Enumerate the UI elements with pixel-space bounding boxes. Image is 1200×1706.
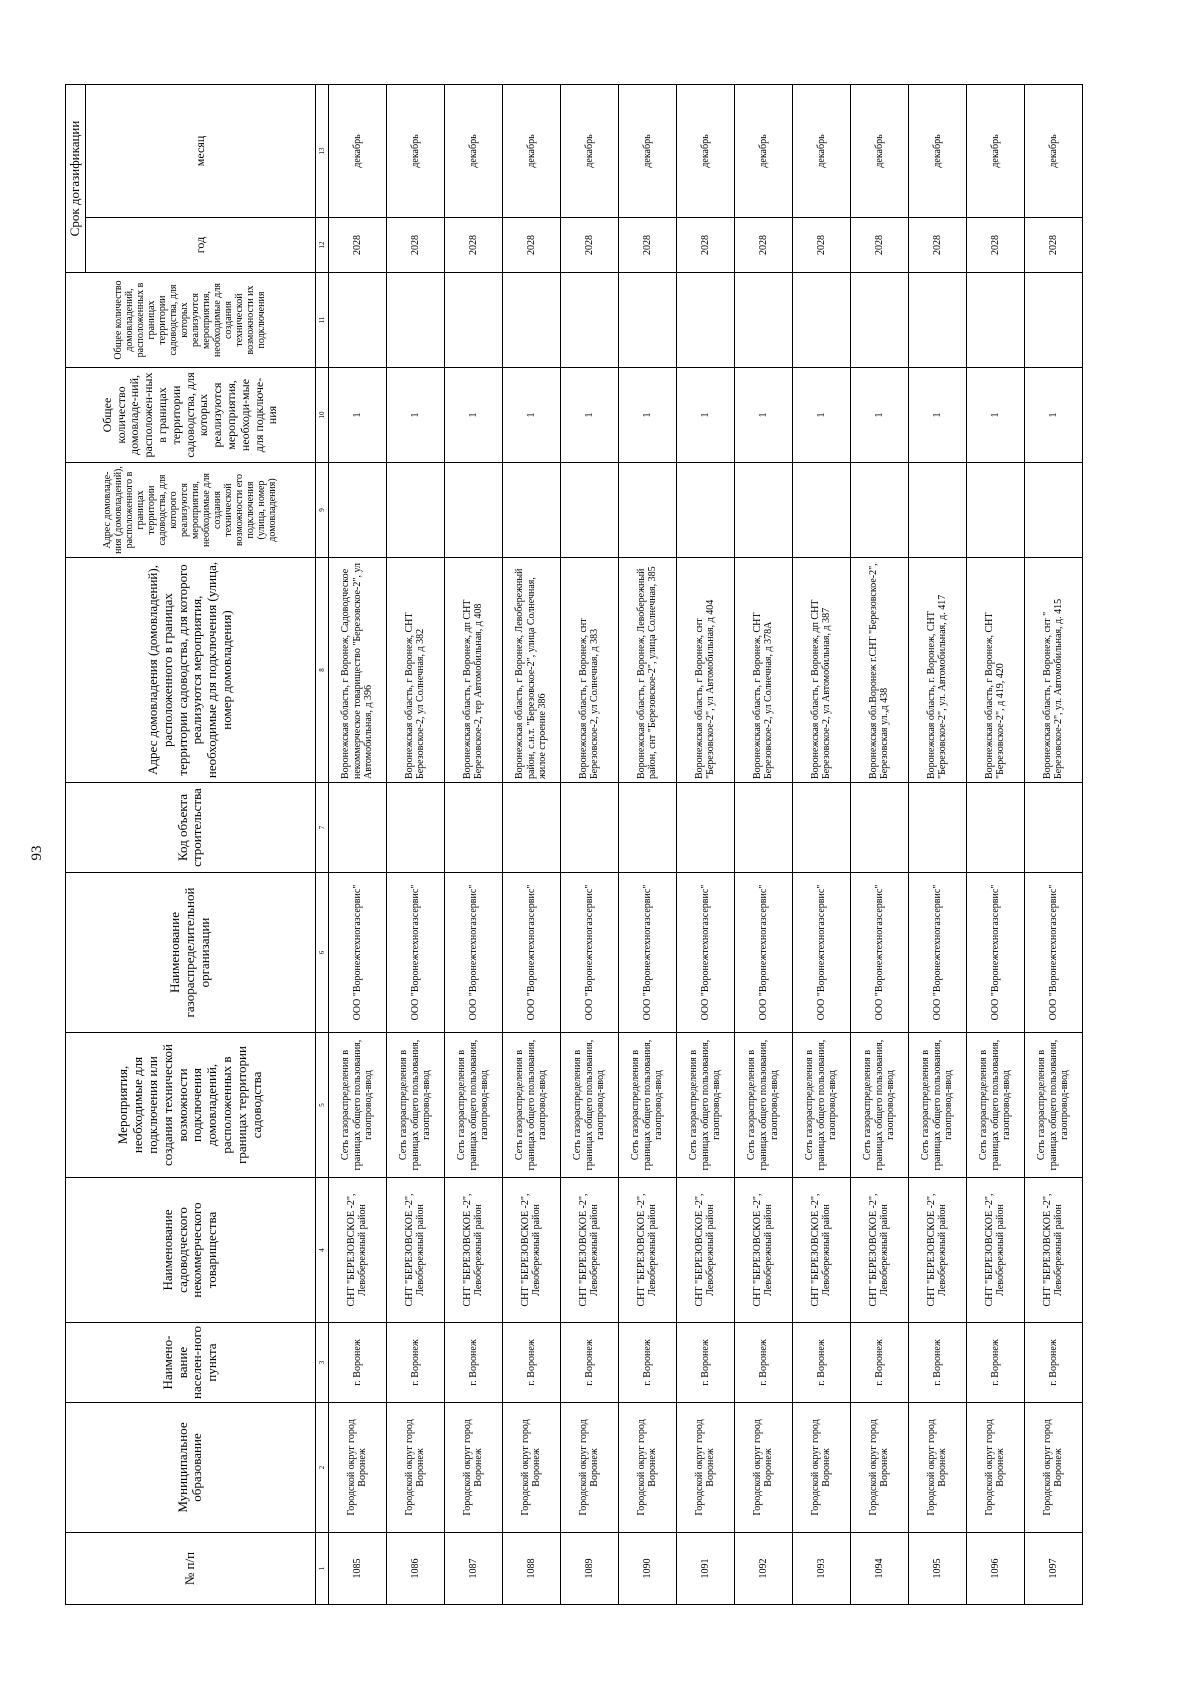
address-tech-cell (1024, 463, 1082, 558)
address-tech-cell (502, 463, 560, 558)
year-cell: 2028 (908, 218, 966, 273)
total-connect-cell: 1 (966, 368, 1024, 463)
municipality-cell: Городской округ город Воронеж (908, 1403, 966, 1533)
row-number: 1086 (386, 1533, 444, 1605)
column-number: 6 (315, 873, 328, 1033)
row-number: 1096 (966, 1533, 1024, 1605)
header-total-tech: Общее количество домовладений, расположенных в границах территории садоводства, для которых реализуются мероприятия, необходимые для создания технической возможности их подключения (66, 273, 316, 368)
municipality-cell: Городской округ город Воронеж (676, 1403, 734, 1533)
address-tech-cell (676, 463, 734, 558)
row-number: 1085 (328, 1533, 386, 1605)
gas-org-cell: ООО "Воронежтехногазсервис" (792, 873, 850, 1033)
partnership-cell: СНТ "БЕРЕЗОВСКОЕ -2", Левобережный район (850, 1178, 908, 1323)
address-cell: Воронежская область, г Воронеж, Левобережный район, снт "Березовское-2", улица Солнечная, 385 (618, 558, 676, 783)
total-connect-cell: 1 (792, 368, 850, 463)
address-tech-cell (792, 463, 850, 558)
measures-cell: Сеть газораспределения в границах общего пользования, газопровод-ввод (328, 1033, 386, 1178)
total-connect-cell: 1 (850, 368, 908, 463)
address-tech-cell (966, 463, 1024, 558)
header-total-connect: Общее количество домовладе-ний, расположен-ных в границах территории садоводства, для которых реализуются мероприятия, необходи-мые для подключе-ния (66, 368, 316, 463)
row-number: 1089 (560, 1533, 618, 1605)
code-cell (734, 783, 792, 873)
code-cell (502, 783, 560, 873)
settlement-cell: г. Воронеж (618, 1323, 676, 1403)
header-code: Код объекта строительства (66, 783, 316, 873)
municipality-cell: Городской округ город Воронеж (502, 1403, 560, 1533)
column-number: 13 (315, 85, 328, 218)
total-connect-cell: 1 (560, 368, 618, 463)
partnership-cell: СНТ "БЕРЕЗОВСКОЕ -2", Левобережный район (792, 1178, 850, 1323)
settlement-cell: г. Воронеж (792, 1323, 850, 1403)
column-number: 12 (315, 218, 328, 273)
measures-cell: Сеть газораспределения в границах общего пользования, газопровод-ввод (908, 1033, 966, 1178)
total-connect-cell: 1 (386, 368, 444, 463)
table-row (1024, 85, 1082, 1605)
code-cell (908, 783, 966, 873)
measures-cell: Сеть газораспределения в границах общего пользования, газопровод-ввод (734, 1033, 792, 1178)
address-tech-cell (444, 463, 502, 558)
table-row (618, 85, 676, 1605)
rotated-table-container (65, 85, 1165, 1605)
year-cell: 2028 (966, 218, 1024, 273)
gas-org-cell: ООО "Воронежтехногазсервис" (734, 873, 792, 1033)
month-cell: декабрь (966, 85, 1024, 218)
settlement-cell: г. Воронеж (328, 1323, 386, 1403)
header-gas-org: Наименование газораспределительной организации (66, 873, 316, 1033)
page-number: 93 (29, 845, 45, 861)
table-row (908, 85, 966, 1605)
municipality-cell: Городской округ город Воронеж (966, 1403, 1024, 1533)
row-number: 1097 (1024, 1533, 1082, 1605)
municipality-cell: Городской округ город Воронеж (850, 1403, 908, 1533)
total-tech-cell (444, 273, 502, 368)
measures-cell: Сеть газораспределения в границах общего пользования, газопровод-ввод (444, 1033, 502, 1178)
header-partnership: Наименование садоводческого некоммерческого товарищества (66, 1178, 316, 1323)
header-deadline: Срок догазификации (66, 85, 86, 273)
municipality-cell: Городской округ город Воронеж (618, 1403, 676, 1533)
gas-org-cell: ООО "Воронежтехногазсервис" (850, 873, 908, 1033)
row-number: 1090 (618, 1533, 676, 1605)
row-number: 1087 (444, 1533, 502, 1605)
row-number: 1091 (676, 1533, 734, 1605)
settlement-cell: г. Воронеж (734, 1323, 792, 1403)
address-tech-cell (560, 463, 618, 558)
year-cell: 2028 (792, 218, 850, 273)
settlement-cell: г. Воронеж (444, 1323, 502, 1403)
municipality-cell: Городской округ город Воронеж (386, 1403, 444, 1533)
header-row (66, 85, 86, 1605)
address-cell: Воронежская область, г Воронеж, СНТ "Березовское-2", д 419, 420 (966, 558, 1024, 783)
address-cell: Воронежская обл.Воронеж г.СНТ "Березовское-2", Березовская ул.,д 438 (850, 558, 908, 783)
measures-cell: Сеть газораспределения в границах общего пользования, газопровод-ввод (618, 1033, 676, 1178)
municipality-cell: Городской округ город Воронеж (444, 1403, 502, 1533)
settlement-cell: г. Воронеж (560, 1323, 618, 1403)
year-cell: 2028 (502, 218, 560, 273)
address-tech-cell (908, 463, 966, 558)
address-cell: Воронежская область, г Воронеж, снт Березовское-2, ул Солнечная, д 383 (560, 558, 618, 783)
header-address: Адрес домовладения (домовладений), расположенного в границах территории садоводства, для которого реализуются мероприятия, необходимые для подключения (улица, номер домовладения) (66, 558, 316, 783)
gas-org-cell: ООО "Воронежтехногазсервис" (560, 873, 618, 1033)
column-number: 2 (315, 1403, 328, 1533)
header-no: № п/п (66, 1533, 316, 1605)
municipality-cell: Городской округ город Воронеж (328, 1403, 386, 1533)
settlement-cell: г. Воронеж (850, 1323, 908, 1403)
table-row (966, 85, 1024, 1605)
measures-cell: Сеть газораспределения в границах общего пользования, газопровод-ввод (792, 1033, 850, 1178)
month-cell: декабрь (792, 85, 850, 218)
column-number: 11 (315, 273, 328, 368)
measures-cell: Сеть газораспределения в границах общего пользования, газопровод-ввод (502, 1033, 560, 1178)
total-tech-cell (850, 273, 908, 368)
year-cell: 2028 (328, 218, 386, 273)
measures-cell: Сеть газораспределения в границах общего пользования, газопровод-ввод (386, 1033, 444, 1178)
column-number-row (315, 85, 328, 1605)
year-cell: 2028 (676, 218, 734, 273)
total-tech-cell (734, 273, 792, 368)
column-number: 9 (315, 463, 328, 558)
total-tech-cell (502, 273, 560, 368)
month-cell: декабрь (386, 85, 444, 218)
year-cell: 2028 (734, 218, 792, 273)
table-row (560, 85, 618, 1605)
total-tech-cell (676, 273, 734, 368)
measures-cell: Сеть газораспределения в границах общего пользования, газопровод-ввод (1024, 1033, 1082, 1178)
total-tech-cell (792, 273, 850, 368)
partnership-cell: СНТ "БЕРЕЗОВСКОЕ -2", Левобережный район (502, 1178, 560, 1323)
year-cell: 2028 (850, 218, 908, 273)
total-connect-cell: 1 (734, 368, 792, 463)
header-settlement: Наимено-вание населен-ного пункта (66, 1323, 316, 1403)
partnership-cell: СНТ "БЕРЕЗОВСКОЕ -2", Левобережный район (1024, 1178, 1082, 1323)
header-municipality: Муниципальное образование (66, 1403, 316, 1533)
table-body (328, 85, 1082, 1605)
settlement-cell: г. Воронеж (676, 1323, 734, 1403)
table-row (792, 85, 850, 1605)
month-cell: декабрь (328, 85, 386, 218)
code-cell (676, 783, 734, 873)
address-cell: Воронежская область, г Воронеж, снт " Березовское-2", ул. Автомобильная, д. 415 (1024, 558, 1082, 783)
row-number: 1088 (502, 1533, 560, 1605)
month-cell: декабрь (734, 85, 792, 218)
total-connect-cell: 1 (1024, 368, 1082, 463)
table-row (502, 85, 560, 1605)
table-row (676, 85, 734, 1605)
address-tech-cell (386, 463, 444, 558)
measures-cell: Сеть газораспределения в границах общего пользования, газопровод-ввод (676, 1033, 734, 1178)
total-connect-cell: 1 (444, 368, 502, 463)
partnership-cell: СНТ "БЕРЕЗОВСКОЕ -2", Левобережный район (444, 1178, 502, 1323)
column-number: 10 (315, 368, 328, 463)
address-cell: Воронежская область, г Воронеж, дп СНТ Березовское-2, тер Автомобильная, д 408 (444, 558, 502, 783)
partnership-cell: СНТ "БЕРЕЗОВСКОЕ -2", Левобережный район (908, 1178, 966, 1323)
partnership-cell: СНТ "БЕРЕЗОВСКОЕ -2", Левобережный район (560, 1178, 618, 1323)
month-cell: декабрь (444, 85, 502, 218)
code-cell (792, 783, 850, 873)
address-tech-cell (734, 463, 792, 558)
gas-org-cell: ООО "Воронежтехногазсервис" (1024, 873, 1082, 1033)
column-number: 8 (315, 558, 328, 783)
total-connect-cell: 1 (502, 368, 560, 463)
total-tech-cell (908, 273, 966, 368)
column-number: 5 (315, 1033, 328, 1178)
address-cell: Воронежская область, г Воронеж, Левобережный район, с.н.т. "Березовское-2", улица Солнечная, жилое строение 386 (502, 558, 560, 783)
gas-org-cell: ООО "Воронежтехногазсервис" (966, 873, 1024, 1033)
gas-org-cell: ООО "Воронежтехногазсервис" (676, 873, 734, 1033)
column-number: 4 (315, 1178, 328, 1323)
header-year: год (85, 218, 315, 273)
month-cell: декабрь (618, 85, 676, 218)
table-row (386, 85, 444, 1605)
month-cell: декабрь (850, 85, 908, 218)
gas-org-cell: ООО "Воронежтехногазсервис" (618, 873, 676, 1033)
code-cell (1024, 783, 1082, 873)
row-number: 1092 (734, 1533, 792, 1605)
code-cell (966, 783, 1024, 873)
partnership-cell: СНТ "БЕРЕЗОВСКОЕ -2", Левобережный район (966, 1178, 1024, 1323)
address-cell: Воронежская область, г Воронеж, снт "Березовское-2", ул Автомобильная, д 404 (676, 558, 734, 783)
partnership-cell: СНТ "БЕРЕЗОВСКОЕ -2", Левобережный район (676, 1178, 734, 1323)
address-tech-cell (850, 463, 908, 558)
column-number: 7 (315, 783, 328, 873)
partnership-cell: СНТ "БЕРЕЗОВСКОЕ -2", Левобережный район (386, 1178, 444, 1323)
column-number: 3 (315, 1323, 328, 1403)
month-cell: декабрь (908, 85, 966, 218)
partnership-cell: СНТ "БЕРЕЗОВСКОЕ -2", Левобережный район (734, 1178, 792, 1323)
settlement-cell: г. Воронеж (908, 1323, 966, 1403)
gas-org-cell: ООО "Воронежтехногазсервис" (386, 873, 444, 1033)
municipality-cell: Городской округ город Воронеж (792, 1403, 850, 1533)
month-cell: декабрь (560, 85, 618, 218)
total-tech-cell (1024, 273, 1082, 368)
total-tech-cell (328, 273, 386, 368)
gas-org-cell: ООО "Воронежтехногазсервис" (502, 873, 560, 1033)
municipality-cell: Городской округ город Воронеж (1024, 1403, 1082, 1533)
header-measures: Мероприятия, необходимые для подключения или создания технической возможности подключения домовладений, расположенных в границах территории садоводства (66, 1033, 316, 1178)
code-cell (328, 783, 386, 873)
address-tech-cell (328, 463, 386, 558)
row-number: 1095 (908, 1533, 966, 1605)
row-number: 1093 (792, 1533, 850, 1605)
year-cell: 2028 (386, 218, 444, 273)
table-row (734, 85, 792, 1605)
code-cell (618, 783, 676, 873)
month-cell: декабрь (676, 85, 734, 218)
code-cell (850, 783, 908, 873)
settlement-cell: г. Воронеж (1024, 1323, 1082, 1403)
gas-org-cell: ООО "Воронежтехногазсервис" (328, 873, 386, 1033)
address-cell: Воронежская область, г. Воронеж, СНТ "Березовское-2", ул. Автомобильная, д. 417 (908, 558, 966, 783)
address-cell: Воронежская область, г Воронеж, СНТ Березовское-2, ул Солнечная, д 382 (386, 558, 444, 783)
total-connect-cell: 1 (676, 368, 734, 463)
total-connect-cell: 1 (328, 368, 386, 463)
year-cell: 2028 (1024, 218, 1082, 273)
code-cell (444, 783, 502, 873)
month-cell: декабрь (1024, 85, 1082, 218)
column-number: 1 (315, 1533, 328, 1605)
address-cell: Воронежская область, г Воронеж, Садоводческое некоммерческое товарищество "Березовское-2", ул Автомобильная, д 396 (328, 558, 386, 783)
settlement-cell: г. Воронеж (966, 1323, 1024, 1403)
total-tech-cell (966, 273, 1024, 368)
month-cell: декабрь (502, 85, 560, 218)
address-cell: Воронежская область, г Воронеж, СНТ Березовское-2, ул Солнечная, д 378А (734, 558, 792, 783)
header-address-tech: Адрес домовладе-ния (домовладений), расположенного в границах территории садоводства, для которого реализуются мероприятия, необходимые для создания технической возможности его подключения (улица, номер домовладения) (66, 463, 316, 558)
gas-org-cell: ООО "Воронежтехногазсервис" (908, 873, 966, 1033)
municipality-cell: Городской округ город Воронеж (560, 1403, 618, 1533)
year-cell: 2028 (560, 218, 618, 273)
total-connect-cell: 1 (618, 368, 676, 463)
address-tech-cell (618, 463, 676, 558)
measures-cell: Сеть газораспределения в границах общего пользования, газопровод-ввод (966, 1033, 1024, 1178)
settlement-cell: г. Воронеж (386, 1323, 444, 1403)
year-cell: 2028 (618, 218, 676, 273)
code-cell (560, 783, 618, 873)
total-tech-cell (386, 273, 444, 368)
year-cell: 2028 (444, 218, 502, 273)
table-row (444, 85, 502, 1605)
gas-org-cell: ООО "Воронежтехногазсервис" (444, 873, 502, 1033)
measures-cell: Сеть газораспределения в границах общего пользования, газопровод-ввод (560, 1033, 618, 1178)
total-tech-cell (618, 273, 676, 368)
partnership-cell: СНТ "БЕРЕЗОВСКОЕ -2", Левобережный район (328, 1178, 386, 1323)
gasification-table (65, 84, 1083, 1605)
row-number: 1094 (850, 1533, 908, 1605)
partnership-cell: СНТ "БЕРЕЗОВСКОЕ -2", Левобережный район (618, 1178, 676, 1323)
municipality-cell: Городской округ город Воронеж (734, 1403, 792, 1533)
code-cell (386, 783, 444, 873)
measures-cell: Сеть газораспределения в границах общего пользования, газопровод-ввод (850, 1033, 908, 1178)
address-cell: Воронежская область, г Воронеж, дп СНТ Березовское-2, ул Автомобильная, д 387 (792, 558, 850, 783)
header-month: месяц (85, 85, 315, 218)
total-connect-cell: 1 (908, 368, 966, 463)
settlement-cell: г. Воронеж (502, 1323, 560, 1403)
table-row (850, 85, 908, 1605)
table-row (328, 85, 386, 1605)
total-tech-cell (560, 273, 618, 368)
